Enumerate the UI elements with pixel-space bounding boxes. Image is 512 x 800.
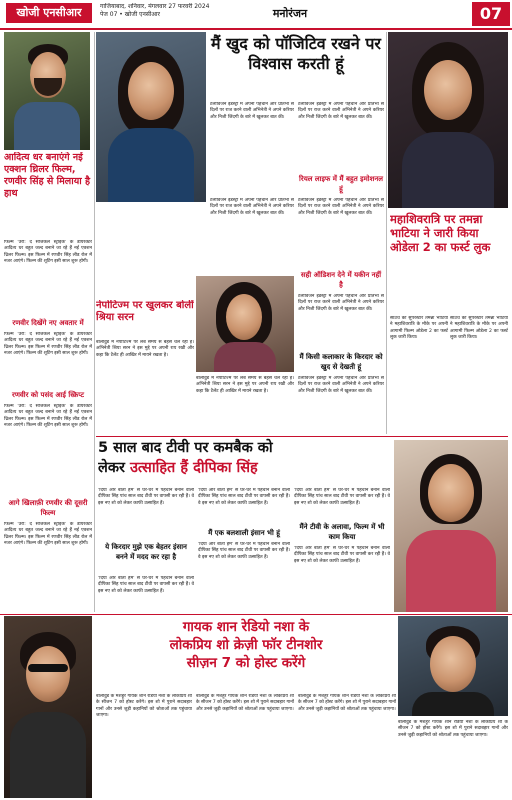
subhead-dipika-1: ये किरदार मुझे एक बेहतर इंसान बनने में मदद कर रहा है <box>105 543 187 561</box>
body-dipika-2: 'दिया और बाती हम' से घर-घर में पहचान बनाने वाली दीपिका सिंह पांच साल बाद टीवी पर वापसी कर रही हैं। वे इस नए शो को लेकर काफी उत्साहित हैं। <box>98 576 194 594</box>
subhead-positive-2: सही ऑडिशन देने में यकीन नहीं है <box>300 271 382 289</box>
body-positive-2: टेलीविजन इंडस्ट्री में अपनी पहचान और प्रतिभा से दिलों पर राज करने वाली अभिनेत्री ने अपने करियर और निजी जिंदगी के बारे में खुलकर बात की। <box>298 102 384 120</box>
headline-dipika-line-2-a: लेकर <box>98 460 130 476</box>
body-positive-6: टेलीविजन इंडस्ट्री में अपनी पहचान और प्रतिभा से दिलों पर राज करने वाली अभिनेत्री ने अपने करियर और निजी जिंदगी के बारे में खुलकर बात की। <box>298 376 384 394</box>
dateline-primary: गाजियाबाद, शनिवार, मंगलवार 27 फरवरी 2024 <box>100 3 210 10</box>
body-shaan-4: बॉलीवुड के मशहूर गायक शान रेडियो नशा के लोकप्रिय शो के सीजन 7 को होस्ट करेंगे। इस शो में पुराने सदाबहार गानों और उनसे जुड़ी कहानियों को श्रोताओं तक पहुंचाया जाएगा। <box>398 720 508 738</box>
photo-tamanna-bhatia <box>388 32 508 208</box>
subhead-dipika-2: मैं एक बलशाली इंसान भी हूं <box>208 529 280 537</box>
divider-line <box>96 436 508 437</box>
subhead-positive-1: रियल लाइफ में मैं बहुत इमोशनल हूं <box>299 175 383 193</box>
photo-shaan-right <box>398 616 508 716</box>
body-positive-1: टेलीविजन इंडस्ट्री में अपनी पहचान और प्रतिभा से दिलों पर राज करने वाली अभिनेत्री ने अपने करियर और निजी जिंदगी के बारे में खुलकर बात की। <box>210 102 294 120</box>
body-aditya: फिल्म 'उरी: द सर्जिकल स्ट्राइक' के डायरेक्टर आदित्य धर बहुत जल्द बनाने जा रहे हैं नई एक्शन थ्रिलर फिल्म। इस फिल्म में रणवीर सिंह लीड रोल में नजर आएंगे। फिल्म की शूटिंग इसी साल शुरू होगी। <box>4 240 92 265</box>
subhead-aditya-1: रणवीर दिखेंगे नए अवतार में <box>12 319 84 327</box>
body-aditya-3: फिल्म 'उरी: द सर्जिकल स्ट्राइक' के डायरेक्टर आदित्य धर बहुत जल्द बनाने जा रहे हैं नई एक्शन थ्रिलर फिल्म। इस फिल्म में रणवीर सिंह लीड रोल में नजर आएंगे। फिल्म की शूटिंग इसी साल शुरू होगी। <box>4 404 92 429</box>
column-rule <box>386 32 387 434</box>
subhead-aditya-3: आगे खिलाफ़ी रणवीर की दूसरी फिल्म <box>8 499 88 517</box>
body-shaan-3: बॉलीवुड के मशहूर गायक शान रेडियो नशा के लोकप्रिय शो के सीजन 7 को होस्ट करेंगे। इस शो में पुराने सदाबहार गानों और उनसे जुड़ी कहानियों को श्रोताओं तक पहुंचाया जाएगा। <box>298 694 396 712</box>
photo-shaan-left <box>4 616 92 798</box>
page-number: 07 <box>472 2 510 26</box>
body-positive-4: टेलीविजन इंडस्ट्री में अपनी पहचान और प्रतिभा से दिलों पर राज करने वाली अभिनेत्री ने अपने करियर और निजी जिंदगी के बारे में खुलकर बात की। <box>298 198 384 216</box>
dateline <box>100 3 260 19</box>
subhead-positive-3: मैं किसी कलाकार के किरदार को खुद से देखती हूं <box>299 353 383 371</box>
body-shaan-2: बॉलीवुड के मशहूर गायक शान रेडियो नशा के लोकप्रिय शो के सीजन 7 को होस्ट करेंगे। इस शो में पुराने सदाबहार गानों और उनसे जुड़ी कहानियों को श्रोताओं तक पहुंचाया जाएगा। <box>196 694 294 712</box>
body-positive-3: टेलीविजन इंडस्ट्री में अपनी पहचान और प्रतिभा से दिलों पर राज करने वाली अभिनेत्री ने अपने करियर और निजी जिंदगी के बारे में खुलकर बात की। <box>210 198 294 216</box>
headline-dipika-line-1: 5 साल बाद टीवी पर कमबैक को <box>98 440 273 456</box>
headline-shaan-line-1: गायक शान रेडियो नशा के <box>182 619 310 635</box>
headline-aditya: आदित्य धर बनाएंगे नई एक्शन थ्रिलर फिल्म, रणवीर सिंह से मिलाया है हाथ <box>4 152 91 199</box>
headline-dipika-line-2-b: उत्साहित हैं दीपिका सिंह <box>129 460 258 476</box>
body-shriya-1: बॉलीवुड में नेपोटिज्म पर लंबे समय से बहस चल रही है। अभिनेत्री श्रिया सरन ने इस मुद्दे पर अपनी राय रखी और कहा कि टैलेंट ही आखिर में मायने रखता है। <box>96 340 194 358</box>
body-tamanna-1: साउथ की सुपरस्टार तमन्ना भाटिया ने महाशिवरात्रि के मौके पर अपनी आगामी फिल्म ओडेला 2 का फर्स्ट लुक जारी किया। <box>390 316 448 341</box>
body-aditya-4: फिल्म 'उरी: द सर्जिकल स्ट्राइक' के डायरेक्टर आदित्य धर बहुत जल्द बनाने जा रहे हैं नई एक्शन थ्रिलर फिल्म। इस फिल्म में रणवीर सिंह लीड रोल में नजर आएंगे। फिल्म की शूटिंग इसी साल शुरू होगी। <box>4 522 92 547</box>
body-dipika-5: 'दिया और बाती हम' से घर-घर में पहचान बनाने वाली दीपिका सिंह पांच साल बाद टीवी पर वापसी कर रही हैं। वे इस नए शो को लेकर काफी उत्साहित हैं। <box>294 488 390 506</box>
photo-actress-top <box>96 32 206 202</box>
photo-dipika-singh <box>394 440 508 612</box>
divider-line <box>0 614 512 615</box>
section-title: मनोरंजन <box>272 7 308 20</box>
body-shaan-1: बॉलीवुड के मशहूर गायक शान रेडियो नशा के लोकप्रिय शो के सीजन 7 को होस्ट करेंगे। इस शो में पुराने सदाबहार गानों और उनसे जुड़ी कहानियों को श्रोताओं तक पहुंचाया जाएगा। <box>96 694 192 719</box>
body-tamanna-2: साउथ की सुपरस्टार तमन्ना भाटिया ने महाशिवरात्रि के मौके पर अपनी आगामी फिल्म ओडेला 2 का फर्स्ट लुक जारी किया। <box>450 316 508 341</box>
headline-positive: मैं खुद को पॉजिटिव रखने पर विश्वास करती हूं <box>211 34 381 73</box>
body-shriya-2: बॉलीवुड में नेपोटिज्म पर लंबे समय से बहस चल रही है। अभिनेत्री श्रिया सरन ने इस मुद्दे पर अपनी राय रखी और कहा कि टैलेंट ही आखिर में मायने रखता है। <box>196 376 294 394</box>
dateline-secondary: पेज 07 • खोजी एनसीआर <box>100 11 160 18</box>
subhead-aditya-2: रणवीर को पसंद आई स्क्रिप्ट <box>11 391 85 399</box>
headline-shriya: नेपोटिज्म पर खुलकर बोलीं श्रिया सरन <box>96 300 194 323</box>
masthead <box>0 0 512 30</box>
body-aditya-2: फिल्म 'उरी: द सर्जिकल स्ट्राइक' के डायरेक्टर आदित्य धर बहुत जल्द बनाने जा रहे हैं नई एक्शन थ्रिलर फिल्म। इस फिल्म में रणवीर सिंह लीड रोल में नजर आएंगे। फिल्म की शूटिंग इसी साल शुरू होगी। <box>4 332 92 357</box>
headline-dipika <box>98 438 394 484</box>
headline-dipika-line-2 <box>98 458 394 478</box>
body-dipika-4: 'दिया और बाती हम' से घर-घर में पहचान बनाने वाली दीपिका सिंह पांच साल बाद टीवी पर वापसी कर रही हैं। वे इस नए शो को लेकर काफी उत्साहित हैं। <box>198 542 290 560</box>
body-positive-5: टेलीविजन इंडस्ट्री में अपनी पहचान और प्रतिभा से दिलों पर राज करने वाली अभिनेत्री ने अपने करियर और निजी जिंदगी के बारे में खुलकर बात की। <box>298 294 384 312</box>
body-dipika-3: 'दिया और बाती हम' से घर-घर में पहचान बनाने वाली दीपिका सिंह पांच साल बाद टीवी पर वापसी कर रही हैं। वे इस नए शो को लेकर काफी उत्साहित हैं। <box>198 488 290 506</box>
body-dipika-1: 'दिया और बाती हम' से घर-घर में पहचान बनाने वाली दीपिका सिंह पांच साल बाद टीवी पर वापसी कर रही हैं। वे इस नए शो को लेकर काफी उत्साहित हैं। <box>98 488 194 506</box>
column-rule <box>94 32 95 612</box>
subhead-dipika-3: मैंने टीवी के अलावा, फिल्म में भी काम किया <box>299 523 385 541</box>
photo-shriya-saran <box>196 276 294 372</box>
headline-tamanna-odela: महाशिवरात्रि पर तमन्ना भाटिया ने जारी किया ओडेला 2 का फर्स्ट लुक <box>390 212 491 254</box>
headline-shaan-line-3: सीज़न 7 को होस्ट करेंगे <box>186 655 306 671</box>
body-dipika-6: 'दिया और बाती हम' से घर-घर में पहचान बनाने वाली दीपिका सिंह पांच साल बाद टीवी पर वापसी कर रही हैं। वे इस नए शो को लेकर काफी उत्साहित हैं। <box>294 546 390 564</box>
newspaper-logo: खोजी एनसीआर <box>6 3 92 23</box>
headline-shaan-line-2: लोकप्रिय शो क्रेज़ी फॉर टीनशोर <box>169 637 323 653</box>
photo-aditya-dhar <box>4 32 90 150</box>
headline-shaan <box>96 618 396 690</box>
